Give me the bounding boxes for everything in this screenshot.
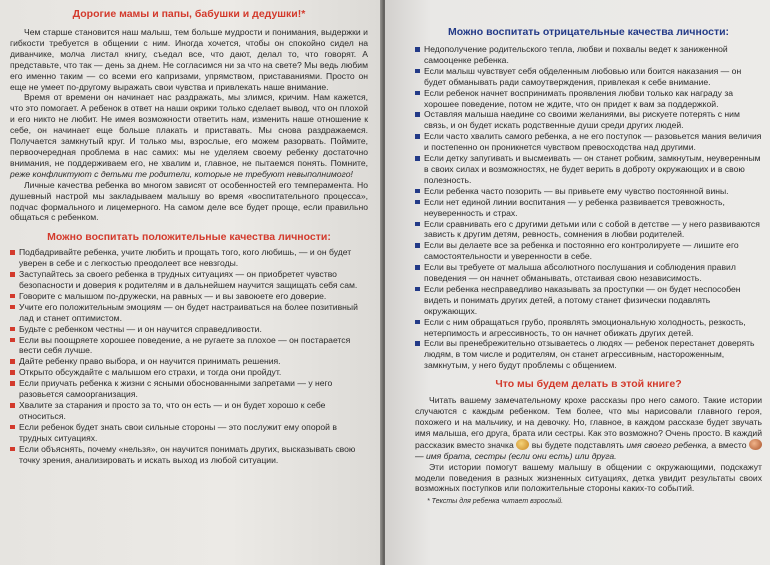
bullet-square-icon	[415, 222, 420, 227]
list-item: Недополучение родительского тепла, любви и похвалы ведет к заниженной самооценке ребенка.	[415, 44, 762, 66]
left-page	[0, 0, 382, 565]
bullet-square-icon	[415, 112, 420, 117]
right-subheading: Что мы будем делать в этой книге?	[495, 378, 682, 391]
bullet-square-icon	[10, 294, 15, 299]
bullet-square-icon	[10, 370, 15, 375]
left-paragraph-2-text: Время от времени он начинает нас раздражать, мы злимся, кричим. Нам кажется, что это помогает. А ребенок в ответ на наши окрики только сделает вывод, что он плохой и его никто не любит. Не имея возможности ответить нам, изменить наше отношение к себе, он начинает еще больше плакать и приставать. Мы снова раздражаемся. Получается замкнутый круг. И только мы, взрослые, его можем разорвать. Поймите, первоочередная проблема в нас самих: мы не уделяем своему ребенку достаточно внимания, не поддерживаем его, не хвалим и, главное, не пытаемся понять. Помните,	[10, 92, 368, 168]
bullet-square-icon	[415, 189, 420, 194]
list-item: Хвалите за старания и просто за то, что он есть — и он будет хорошо к себе относиться.	[10, 400, 368, 422]
right-paragraph-1: Читать вашему замечательному крохе рассказы про него самого. Такие истории случаются с каждым ребенком. Тем более, что мы нарисовали главного героя, похожего и на мальчику, и на девочку. Но, главное, в каждом рассказе будет звучать имя малыша, его друга, брата или сестры. Как это возможно? Очень просто. В каждий рассказик вместо значка вы будете подставлять имя своего ребенка, а вместо — имя брата, сестры (если они есть) или друга.	[415, 395, 762, 461]
footnote: * Тексты для ребенка читает взрослый.	[427, 498, 564, 506]
list-item: Если детку запугивать и высмеивать — он станет робким, замкнутым, неуверенным в своих силах и возможностях, не будет верить в доброту окружающих и в свою полезность.	[415, 153, 762, 186]
bullet-square-icon	[10, 425, 15, 430]
list-item: Учите его положительным эмоциям — он будет настраиваться на более позитивный лад и станет оптимистом.	[10, 302, 368, 324]
left-paragraph-2	[10, 92, 368, 179]
list-item: Если часто хвалить самого ребенка, а не его поступок — разовьется мания величия и постепенно он проникнется чувством превосходства над другими.	[415, 131, 762, 153]
bullet-square-icon	[10, 359, 15, 364]
bullet-square-icon	[10, 305, 15, 310]
friend-face-icon	[749, 439, 762, 450]
list-item: Если ребенка несправедливо наказывать за проступки — он будет неспособен видеть и понимать других детей, а потому станет физически подавлять окружающих.	[415, 284, 762, 317]
bullet-square-icon	[10, 272, 15, 277]
bullet-square-icon	[415, 287, 420, 292]
list-item: Если малыш чувствует себя обделенным любовью или боится наказания — он будет обманывать ради самоутверждения, привлекая к себе внимание.	[415, 66, 762, 88]
list-item: Говорите с малышом по-дружески, на равных — и вы завоюете его доверие.	[10, 291, 368, 302]
bullet-square-icon	[415, 243, 420, 248]
bullet-square-icon	[415, 341, 420, 346]
list-item: Дайте ребенку право выбора, и он научится принимать решения.	[10, 356, 368, 367]
bullet-square-icon	[415, 134, 420, 139]
positive-qualities-list	[10, 247, 368, 465]
list-item: Подбадривайте ребенка, учите любить и прощать того, кого любишь, — и он будет уверен в себе и с легкостью преодолеет все невзгоды.	[10, 247, 368, 269]
bullet-square-icon	[10, 250, 15, 255]
list-item: Будьте с ребенком честны — и он научится справедливости.	[10, 324, 368, 335]
list-item: Если нет единой линии воспитания — у ребенка развивается тревожность, неуверенность и страх.	[415, 197, 762, 219]
list-item: Если ребенок начнет воспринимать проявления любви только как награду за хорошее поведение, потом не ждите, что он придет к вам за поддержкой.	[415, 88, 762, 110]
list-item: Открыто обсуждайте с малышом его страхи, и тогда они пройдут.	[10, 367, 368, 378]
right-paragraph-2: Эти истории помогут вашему малышу в общении с окружающими, подскажут модели поведения в разных жизненных ситуациях, детка увидит результаты своих возможных поступков или положительные стороны каких-то событий.	[415, 461, 762, 494]
bullet-square-icon	[415, 47, 420, 52]
right-page	[385, 0, 770, 565]
list-item: Если ребенка часто позорить — вы привьете ему чувство постоянной вины.	[415, 186, 762, 197]
bullet-square-icon	[10, 447, 15, 452]
left-italic-note: реже конфликтуют с детьми те родители, которые не требуют невыполнимого!	[10, 168, 353, 179]
list-item: Если вы пренебрежительно отзываетесь о людях — ребенок перестанет доверять людям, в том числе и родителям, он станет агрессивным, настороженным, замкнутым, у него будут проблемы с общением.	[415, 338, 762, 371]
bullet-square-icon	[10, 338, 15, 343]
negative-qualities-list	[415, 44, 762, 371]
left-heading: Дорогие мамы и папы, бабушки и дедушки!*	[72, 8, 306, 20]
bullet-square-icon	[415, 69, 420, 74]
bullet-square-icon	[415, 156, 420, 161]
left-paragraph-3: Личные качества ребенка во многом зависят от особенностей его темперамента. Но душевный настрой мы закладываем малышу во время «воспитательного процесса», подчас формального и лицемерного. На самом деле все будет проще, если правильно общаться с ребенком.	[10, 179, 368, 223]
bullet-square-icon	[415, 91, 420, 96]
bullet-square-icon	[415, 320, 420, 325]
list-item: Заступайтесь за своего ребенка в трудных ситуациях — он приобретет чувство безопасности и доверия к родителям и в дальнейшем научится защищать себя сам.	[10, 269, 368, 291]
list-item: Если ребенок будет знать свои сильные стороны — это послужит ему опорой в трудных ситуациях.	[10, 422, 368, 444]
bullet-square-icon	[10, 327, 15, 332]
left-paragraph-1: Чем старше становится наш малыш, тем больше мудрости и понимания, выдержки и гибкости требуется в общении с ним. Иногда хочется, чтобы он спокойно сидел на диванчике, молча листал книгу, съедал все, что дают, делал то, что говорят. А представьте, что так — день за днем. Не согласимся ни за что на свете? Мы ведь любим его именно таким — со всеми его капризами, упрямством, приставаниями. Просто он еще не умеет по-другому выражать свои чувства и привлекать наше внимание.	[10, 27, 368, 92]
list-item: Если объяснять, почему «нельзя», он научится понимать других, высказывать свою точку зрения, анализировать и искать выход из любой ситуации.	[10, 444, 368, 466]
list-item: Если вы делаете все за ребенка и постоянно его контролируете — лишите его самостоятельности и уверенности в себе.	[415, 240, 762, 262]
left-subheading: Можно воспитать положительные качества личности:	[47, 231, 331, 244]
bullet-square-icon	[415, 265, 420, 270]
list-item: Если вы требуете от малыша абсолютного послушания и соблюдения правил поведения — он начнет обманывать, отстаивая свою независимость.	[415, 262, 762, 284]
bullet-square-icon	[415, 200, 420, 205]
bullet-square-icon	[10, 381, 15, 386]
bullet-square-icon	[10, 403, 15, 408]
list-item: Если вы поощряете хорошее поведение, а не ругаете за плохое — он постарается вести себя лучше.	[10, 335, 368, 357]
list-item: Если с ним обращаться грубо, проявлять эмоциональную холодность, резкость, нетерпимость и агрессивность, то он начнет обижать других детей.	[415, 317, 762, 339]
list-item: Оставляя малыша наедине со своими желаниями, вы рискуете потерять с ним связь, и он будет искать родственные души среди других людей.	[415, 109, 762, 131]
child-face-icon	[516, 439, 529, 450]
list-item: Если приучать ребенка к жизни с ясными обоснованными запретами — у него разовьется самоорганизация.	[10, 378, 368, 400]
list-item: Если сравнивать его с другими детьми или с собой в детстве — у него развиваются зависть к другим детям, ревность, сомнения в любви родителей.	[415, 219, 762, 241]
right-heading: Можно воспитать отрицательные качества личности:	[447, 26, 730, 38]
